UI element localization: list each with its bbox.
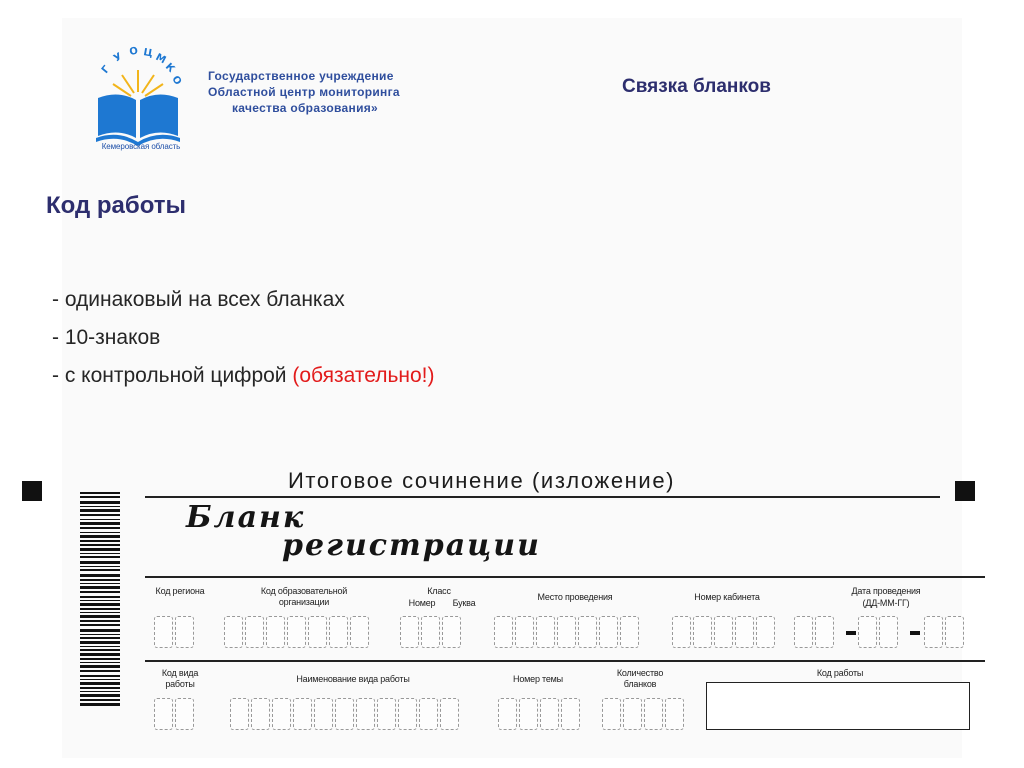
org-line: Областной центр мониторинга: [208, 85, 400, 99]
input-cell[interactable]: [665, 698, 684, 730]
region-cells: [154, 616, 194, 648]
svg-text:О: О: [169, 74, 184, 87]
field-label-region: Код региона: [155, 586, 205, 596]
org-code-cells: [224, 616, 369, 648]
input-cell[interactable]: [602, 698, 621, 730]
input-cell[interactable]: [154, 698, 173, 730]
date-separator: [910, 631, 920, 635]
bullet-item: - 10-знаков: [52, 326, 161, 349]
input-cell[interactable]: [693, 616, 712, 648]
bullet-list: [52, 286, 435, 400]
field-label-room: Номер кабинета: [694, 592, 760, 602]
input-cell[interactable]: [245, 616, 264, 648]
input-cell[interactable]: [329, 616, 348, 648]
input-cell[interactable]: [175, 698, 194, 730]
input-cell[interactable]: [272, 698, 291, 730]
input-cell[interactable]: [308, 616, 327, 648]
work-type-code-cells: [154, 698, 194, 730]
input-cell[interactable]: [421, 616, 440, 648]
field-label-class-number: Номер: [408, 598, 436, 608]
svg-text:О: О: [128, 45, 139, 58]
book-logo-icon: [88, 40, 188, 152]
input-cell[interactable]: [879, 616, 898, 648]
place-cells: [494, 616, 639, 648]
input-cell[interactable]: [377, 698, 396, 730]
input-cell[interactable]: [494, 616, 513, 648]
field-label-place: Место проведения: [537, 592, 613, 602]
date-year-cells: [924, 616, 964, 648]
input-cell[interactable]: [175, 616, 194, 648]
organization-name: [208, 68, 400, 116]
registration-marker-left: [22, 481, 42, 501]
slide-title: Связка бланков: [622, 76, 771, 97]
input-cell[interactable]: [419, 698, 438, 730]
input-cell[interactable]: [442, 616, 461, 648]
barcode-icon: [80, 492, 120, 708]
section-heading: Код работы: [46, 192, 187, 219]
form-divider: [145, 660, 985, 662]
input-cell[interactable]: [623, 698, 642, 730]
svg-text:К: К: [162, 61, 177, 75]
input-cell[interactable]: [398, 698, 417, 730]
form-divider: [145, 496, 940, 498]
work-code-box[interactable]: [706, 682, 970, 730]
input-cell[interactable]: [293, 698, 312, 730]
input-cell[interactable]: [672, 616, 691, 648]
input-cell[interactable]: [924, 616, 943, 648]
svg-text:М: М: [153, 51, 168, 67]
input-cell[interactable]: [251, 698, 270, 730]
field-label-blank-count: Количество бланков: [616, 668, 664, 689]
bullet-item: - одинаковый на всех бланках: [52, 288, 345, 311]
bullet-item: [52, 362, 435, 400]
room-cells: [672, 616, 775, 648]
input-cell[interactable]: [735, 616, 754, 648]
org-line: Государственное учреждение: [208, 69, 394, 83]
input-cell[interactable]: [515, 616, 534, 648]
input-cell[interactable]: [578, 616, 597, 648]
blank-title-line2: регистрации: [282, 528, 541, 563]
input-cell[interactable]: [644, 698, 663, 730]
blank-count-cells: [602, 698, 684, 730]
input-cell[interactable]: [714, 616, 733, 648]
input-cell[interactable]: [540, 698, 559, 730]
svg-text:Г: Г: [99, 63, 113, 76]
input-cell[interactable]: [230, 698, 249, 730]
input-cell[interactable]: [536, 616, 555, 648]
input-cell[interactable]: [224, 616, 243, 648]
date-month-cells: [858, 616, 898, 648]
field-label-date-format: (ДД-ММ-ГГ): [862, 598, 910, 608]
input-cell[interactable]: [154, 616, 173, 648]
input-cell[interactable]: [599, 616, 618, 648]
input-cell[interactable]: [561, 698, 580, 730]
input-cell[interactable]: [620, 616, 639, 648]
field-label-class-letter: Буква: [452, 598, 476, 608]
field-label-work-code: Код работы: [816, 668, 864, 678]
input-cell[interactable]: [557, 616, 576, 648]
date-separator: [846, 631, 856, 635]
input-cell[interactable]: [350, 616, 369, 648]
input-cell[interactable]: [815, 616, 834, 648]
input-cell[interactable]: [498, 698, 517, 730]
field-label-work-type-name: Наименование вида работы: [296, 674, 410, 684]
input-cell[interactable]: [858, 616, 877, 648]
form-title: Итоговое сочинение (изложение): [288, 468, 676, 493]
topic-number-cells: [498, 698, 580, 730]
svg-text:Ц: Ц: [142, 47, 154, 60]
blank-title-line1: Бланк: [186, 500, 306, 535]
field-label-work-type-code: Код вида работы: [161, 668, 199, 689]
svg-text:У: У: [112, 51, 125, 65]
input-cell[interactable]: [266, 616, 285, 648]
input-cell[interactable]: [314, 698, 333, 730]
input-cell[interactable]: [794, 616, 813, 648]
bullet-text: - с контрольной цифрой: [52, 364, 293, 387]
input-cell[interactable]: [400, 616, 419, 648]
input-cell[interactable]: [519, 698, 538, 730]
field-label-org-code: Код образовательной организации: [260, 586, 348, 607]
registration-marker-right: [955, 481, 975, 501]
work-type-name-cells: [230, 698, 459, 730]
input-cell[interactable]: [356, 698, 375, 730]
field-label-topic-number: Номер темы: [513, 674, 563, 684]
bullet-note: (обязательно!): [292, 364, 435, 387]
input-cell[interactable]: [756, 616, 775, 648]
field-label-class: Класс: [427, 586, 451, 596]
input-cell[interactable]: [945, 616, 964, 648]
field-label-date: Дата проведения: [851, 586, 921, 596]
org-line: качества образования»: [232, 101, 379, 115]
input-cell[interactable]: [335, 698, 354, 730]
form-divider: [145, 576, 985, 578]
logo-caption: Кемеровская область: [101, 142, 181, 151]
input-cell[interactable]: [440, 698, 459, 730]
date-day-cells: [794, 616, 834, 648]
input-cell[interactable]: [287, 616, 306, 648]
class-cells: [400, 616, 461, 648]
